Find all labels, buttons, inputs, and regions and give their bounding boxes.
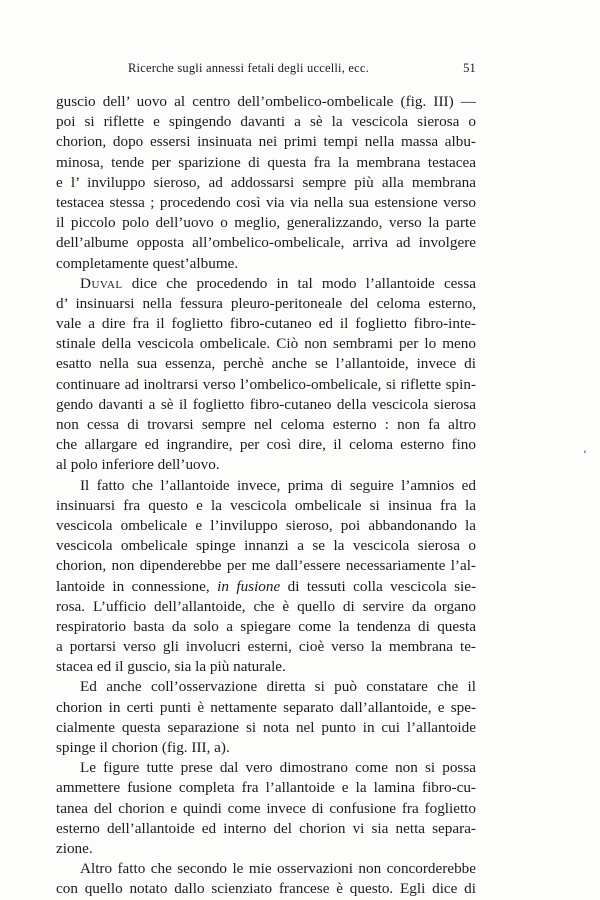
paragraph-1	[56, 92, 476, 274]
running-head-title: Ricerche sugli annessi fetali degli uccelli, ecc.	[128, 61, 369, 75]
text-line	[56, 274, 476, 294]
text-line: chorion, dopo essersi insinuata nei primi tempi nella massa albu-	[56, 133, 476, 151]
text-line: che allargare ed ingrandire, per così dire, il celoma esterno fino	[56, 436, 476, 454]
text-line: poi si riflette e spingendo davanti a sè la vescicola sierosa o	[56, 113, 476, 131]
text-span: di tessuti colla vescicola sie-	[280, 577, 477, 595]
text-line: a portarsi verso gli involucri esterni, cioè verso la membrana te-	[56, 638, 476, 656]
text-line: vescicola ombelicale e l’inviluppo sieroso, poi abbandonando la	[56, 516, 476, 534]
text-span: dice che procedendo in tal modo l’allantoide cessa	[122, 274, 476, 292]
text-line: Le figure tutte prese dal vero dimostrano come non si possa	[80, 759, 476, 777]
margin-mark: ‘	[583, 447, 587, 461]
text-line: completamente quest’albume.	[56, 254, 239, 272]
paragraph-6	[56, 859, 476, 899]
text-line: con quello notato dallo scienziato francese è questo. Egli dice di	[56, 880, 476, 898]
text-line: spinge il chorion (fig. III, a).	[56, 739, 230, 756]
text-line: rosa. L’ufficio dell’allantoide, che è quello di servire da organo	[56, 597, 476, 615]
text-line: testacea stessa ; procedendo così via via nella sua estensione verso	[56, 193, 476, 211]
text-line: chorion, non dipenderebbe per me dall’essere necessariamente l’al-	[56, 557, 476, 575]
text-line: il piccolo polo dell’uovo o meglio, generalizzando, verso la parte	[56, 214, 476, 232]
paragraph-4	[56, 677, 476, 758]
text-line: cialmente questa separazione si nota nel punto in cui l’allantoide	[56, 718, 476, 736]
text-line: chorion in certi punti è nettamente separato dall’allantoide, e spe-	[56, 698, 476, 716]
text-line: esatto nella sua essenza, perchè anche se l’allantoide, invece di	[56, 355, 476, 373]
paragraph-2	[56, 274, 476, 476]
italic-phrase: in fusione	[217, 577, 281, 595]
text-line: tanea del chorion e quindi come invece di confusione fra foglietto	[56, 799, 476, 817]
text-line: gendo davanti a sè il foglietto fibro-cutaneo della vescicola sierosa	[56, 395, 476, 413]
text-line: d’ insinuarsi nella fessura pleuro-peritoneale del celoma esterno,	[56, 294, 476, 312]
text-line: zione.	[56, 839, 93, 857]
text-line: minosa, tende per sparizione di questa fra la membrana testacea	[56, 153, 476, 171]
text-span: lantoide in connessione,	[56, 577, 218, 595]
text-line: guscio dell’ uovo al centro dell’ombelico-ombelicale (fig. III) —	[56, 93, 476, 110]
text-line: vale a dire fra il foglietto fibro-cutaneo ed il foglietto fibro-inte-	[56, 315, 476, 333]
text-line: e l’ inviluppo sieroso, ad addossarsi sempre più alla membrana	[56, 173, 476, 191]
body-text	[56, 92, 476, 900]
text-line: stinale della vescicola ombelicale. Ciò non sembrami per lo meno	[56, 335, 476, 353]
text-line	[56, 577, 476, 597]
page-number: 51	[463, 61, 476, 75]
text-line: Altro fatto che secondo le mie osservazioni non concorderebbe	[80, 860, 476, 878]
text-line: stacea ed il guscio, sia la più naturale.	[56, 658, 286, 676]
text-line: continuare ad inoltrarsi verso l’ombelico-ombelicale, si riflette spin-	[56, 375, 476, 393]
text-line: non cessa di trovarsi sempre nel celoma esterno : non fa altro	[56, 416, 476, 433]
text-line: respiratorio basta da solo a spiegare come la tendenza di questa	[56, 617, 476, 635]
paragraph-3	[56, 476, 476, 678]
text-line: esterno dell’allantoide ed interno del chorion vi sia netta separa-	[56, 819, 476, 837]
paragraph-5	[56, 758, 476, 859]
running-head	[58, 61, 476, 81]
text-line: dell’albume opposta all’ombelico-ombelicale, arriva ad involgere	[56, 234, 476, 252]
text-line: al polo inferiore dell’uovo.	[56, 456, 220, 474]
author-name-duval: Duval	[80, 274, 123, 292]
text-line: insinuarsi fra questo e la vescicola ombelicale si insinua fra la	[56, 496, 476, 514]
text-line: Ed anche coll’osservazione diretta si può constatare che il	[80, 678, 476, 696]
text-line: vescicola ombelicale spinge innanzi a se la vescicola sierosa o	[56, 537, 476, 555]
text-line: ammettere fusione completa fra l’allantoide e la lamina fibro-cu-	[56, 779, 476, 797]
text-line: Il fatto che l’allantoide invece, prima di seguire l’amnios ed	[80, 476, 476, 494]
